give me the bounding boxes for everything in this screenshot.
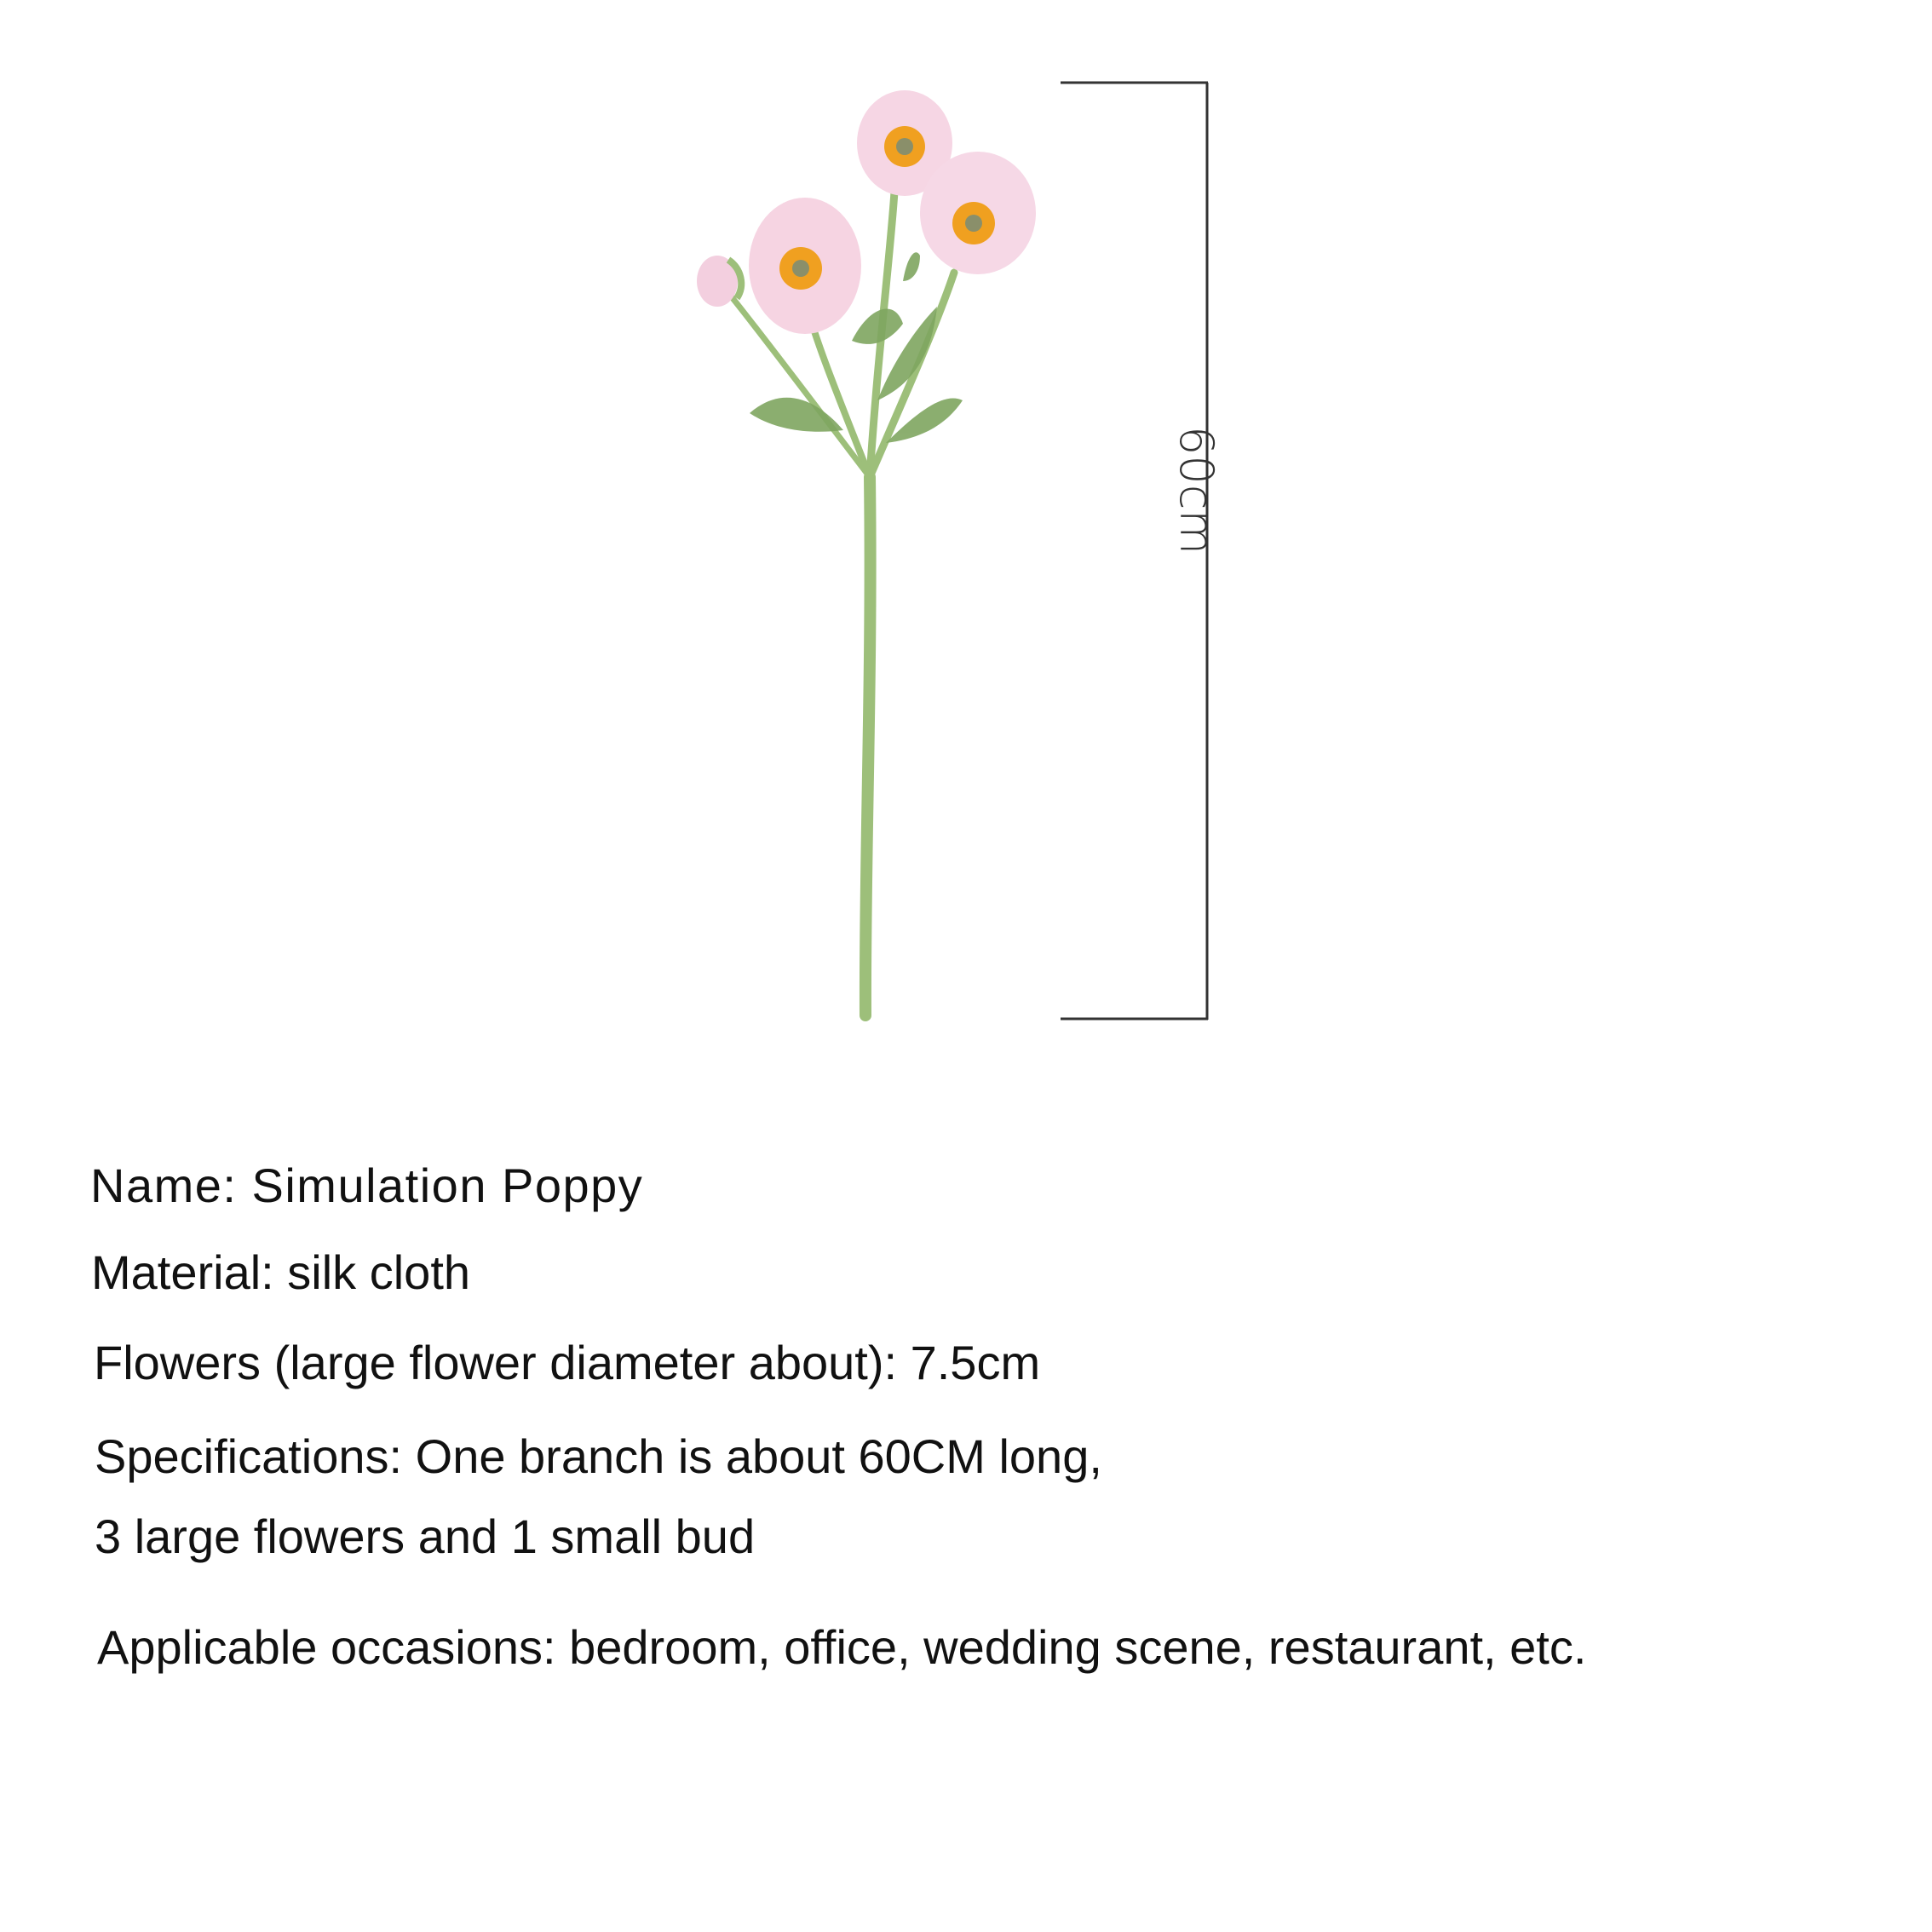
spec-name: Name: Simulation Poppy — [90, 1159, 644, 1212]
spec-length: Specifications: One branch is about 60CM long, — [95, 1429, 1102, 1483]
spec-occasions: Applicable occasions: bedroom, office, wedding scene, restaurant, etc. — [97, 1620, 1587, 1674]
main-stem — [865, 477, 871, 1015]
flower-left — [749, 198, 861, 334]
spec-flower-diameter: Flowers (large flower diameter about): 7.5cm — [94, 1336, 1041, 1389]
dimension-label: 60cm — [1170, 426, 1223, 555]
spec-count: 3 large flowers and 1 small bud — [95, 1509, 756, 1563]
spec-material: Material: silk cloth — [91, 1245, 471, 1299]
flower-right — [920, 152, 1036, 274]
